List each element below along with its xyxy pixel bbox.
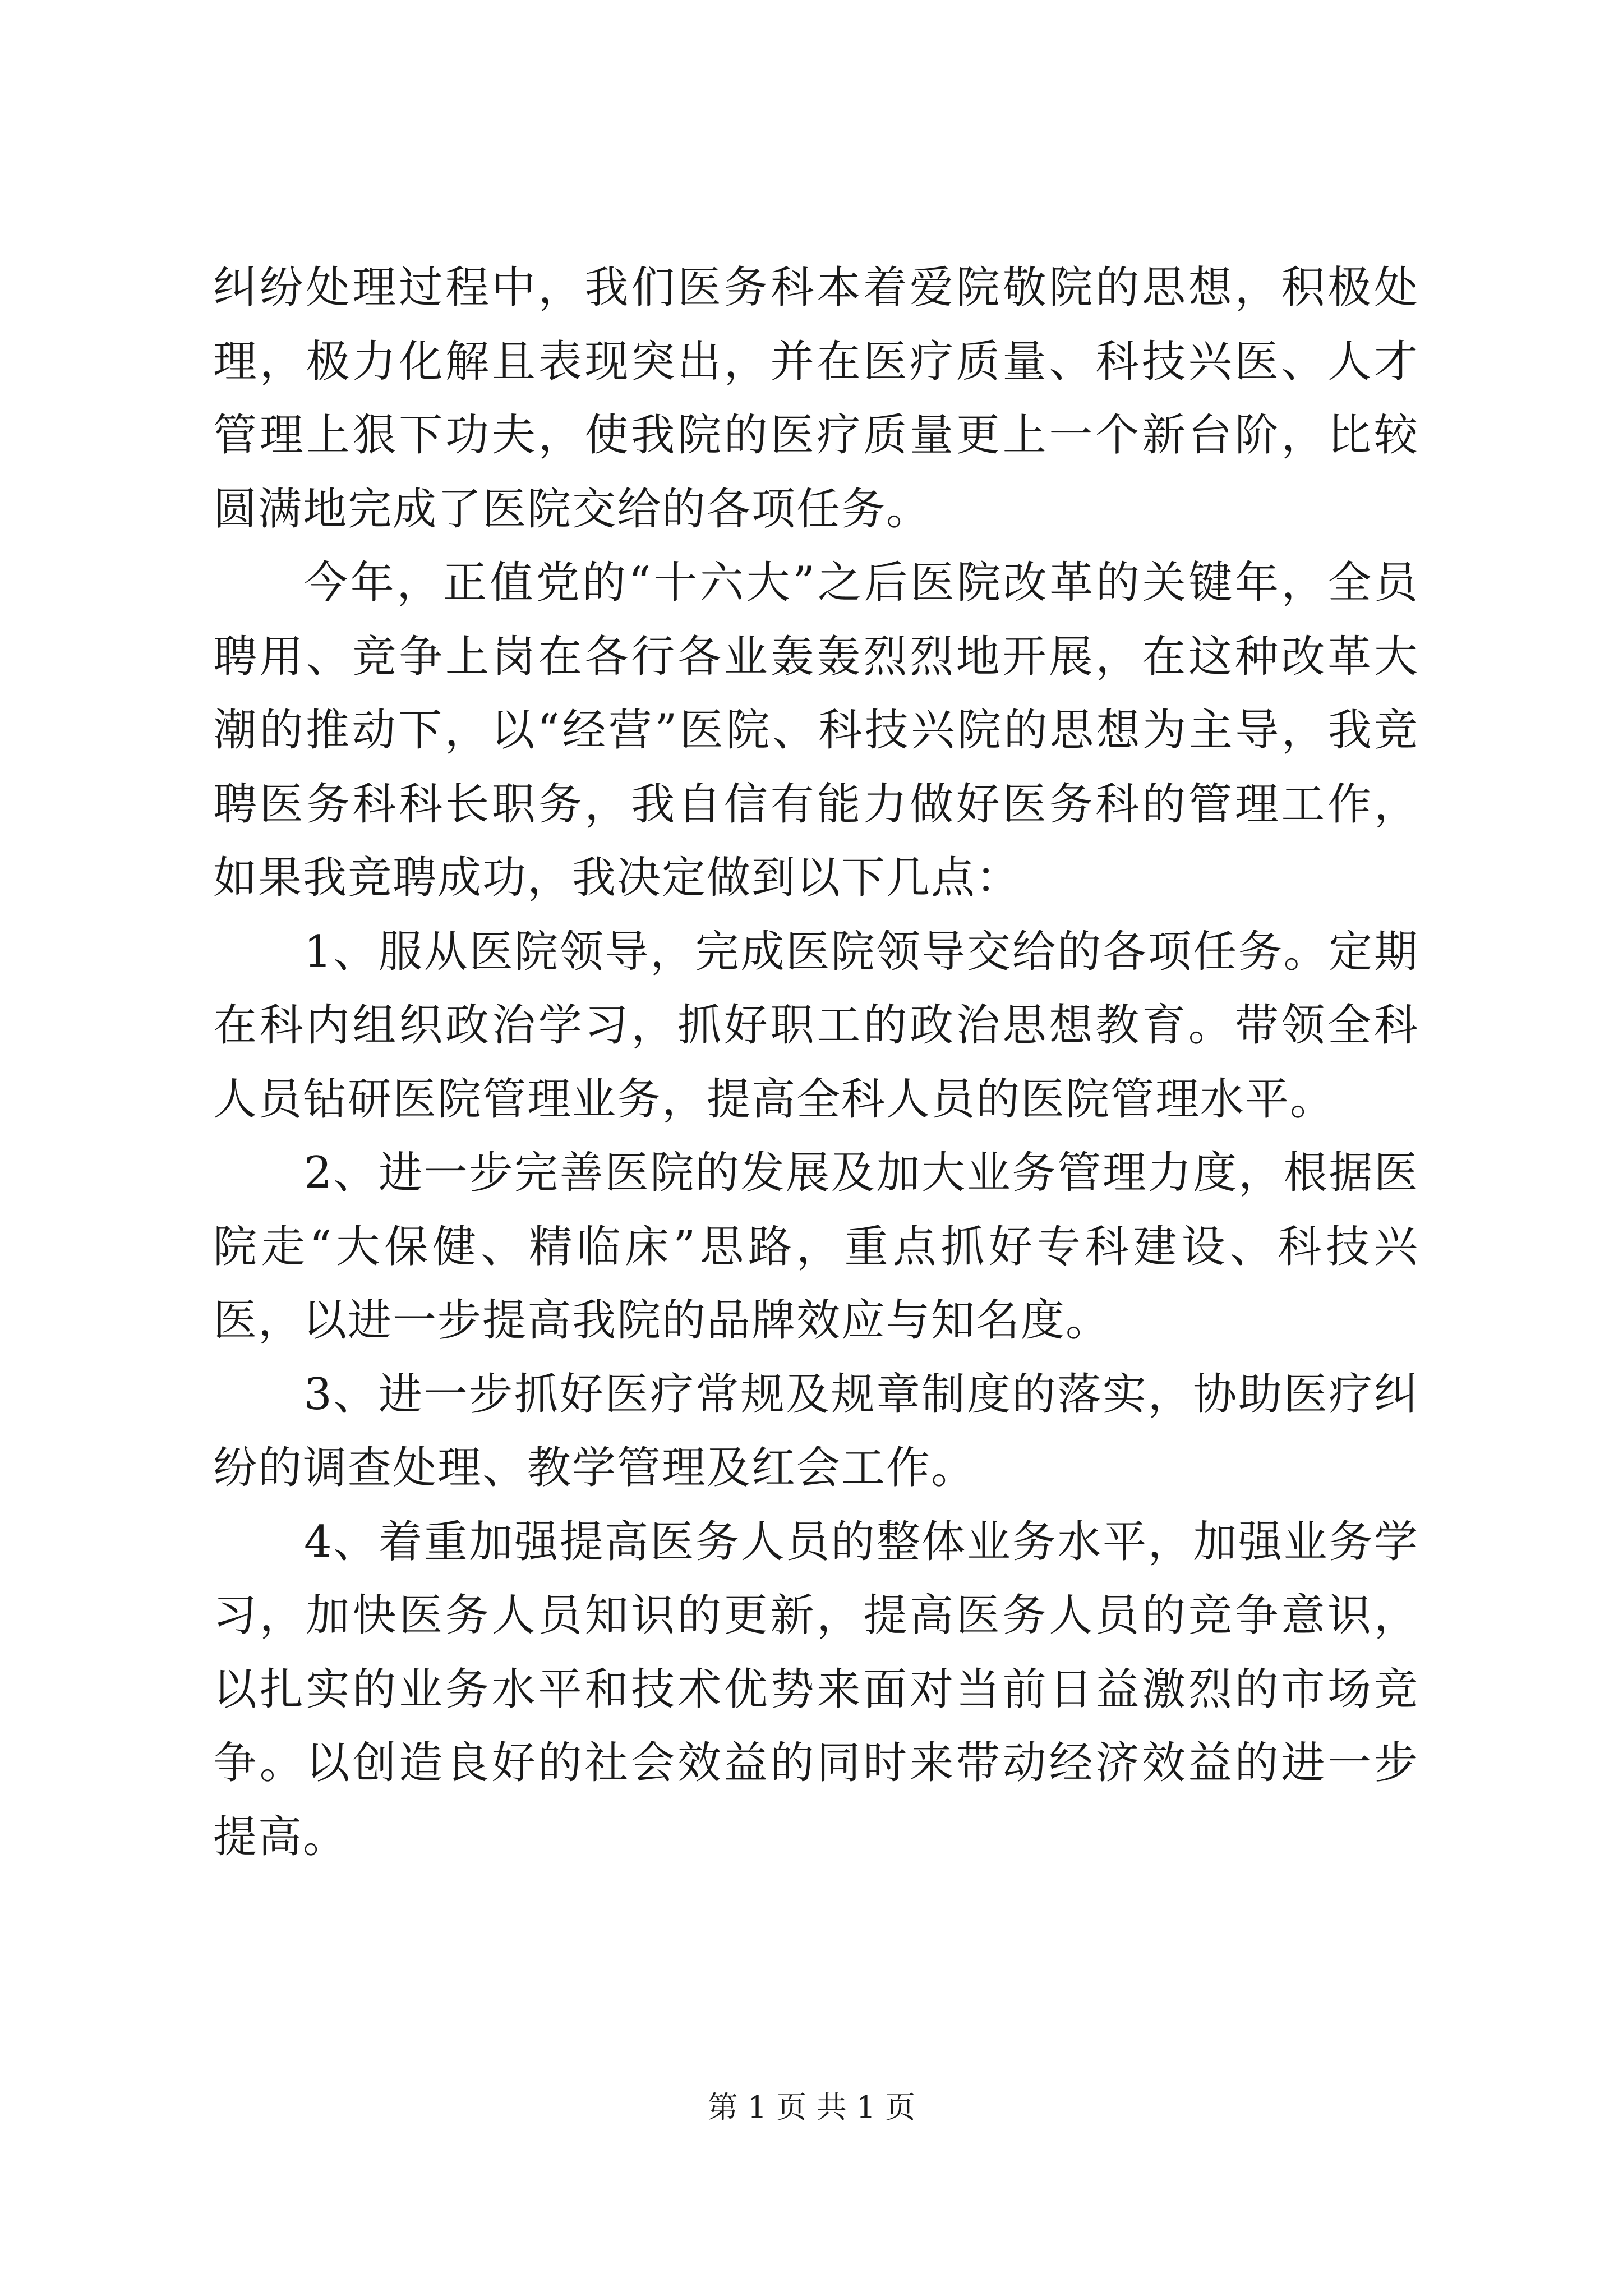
paragraph-1: 纠纷处理过程中，我们医务科本着爱院敬院的思想，积极处理，极力化解且表现突出，并在医疗质量、科技兴医、人才管理上狠下功夫，使我院的医疗质量更上一个新台阶，比较圆满地完成了医院交给的各项任务。 bbox=[213, 263, 1419, 535]
page-footer: 第 1 页 共 1 页 bbox=[707, 2090, 916, 2125]
document-body bbox=[213, 251, 1419, 1874]
paragraph-4: 2、进一步完善医院的发展及加大业务管理力度，根据医院走“大保健、精临床”思路，重点抓好专科建设、科技兴医，以进一步提高我院的品牌效应与知名度。 bbox=[213, 1148, 1419, 1346]
paragraph-3: 1、服从医院领导，完成医院领导交给的各项任务。定期在科内组织政治学习，抓好职工的政治思想教育。带领全科人员钻研医院管理业务，提高全科人员的医院管理水平。 bbox=[213, 926, 1419, 1125]
paragraph-6: 4、着重加强提高医务人员的整体业务水平，加强业务学习，加快医务人员知识的更新，提高医务人员的竞争意识，以扎实的业务水平和技术优势来面对当前日益激烈的市场竞争。以创造良好的社会效益的同时来带动经济效益的进一步提高。 bbox=[213, 1516, 1419, 1862]
paragraph-5: 3、进一步抓好医疗常规及规章制度的落实，协助医疗纠纷的调查处理、教学管理及红会工作。 bbox=[213, 1369, 1419, 1493]
paragraph-2: 今年，正值党的“十六大”之后医院改革的关键年，全员聘用、竞争上岗在各行各业轰轰烈烈地开展，在这种改革大潮的推动下，以“经营”医院、科技兴院的思想为主导，我竞聘医务科科长职务，我自信有能力做好医务科的管理工作，如果我竞聘成功，我决定做到以下几点： bbox=[213, 558, 1419, 903]
